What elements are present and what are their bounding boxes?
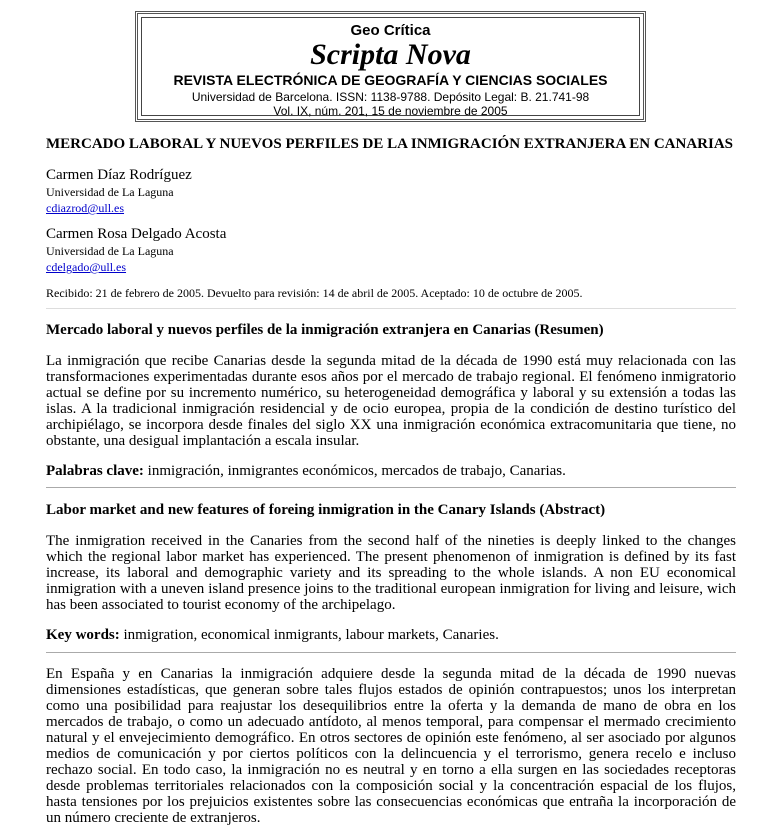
journal-title: Scripta Nova bbox=[310, 38, 471, 71]
resumen-heading: Mercado laboral y nuevos perfiles de la inmigración extranjera en Canarias (Resumen) bbox=[46, 322, 604, 338]
author-email-row bbox=[46, 199, 736, 217]
masthead-frame bbox=[141, 17, 640, 116]
divider bbox=[46, 487, 736, 488]
keywords-list: inmigration, economical inmigrants, labour markets, Canaries. bbox=[123, 627, 499, 643]
keywords-list: inmigración, inmigrantes económicos, mercados de trabajo, Canarias. bbox=[147, 463, 566, 479]
author-name: Carmen Díaz Rodríguez bbox=[46, 167, 192, 183]
divider bbox=[46, 652, 736, 653]
abstract-text: The inmigration received in the Canaries from the second half of the nineties is deeply linked to the changes which the regional labor market has experienced. The present phenomenon of inmigration is defined by its fast increase, its laboral and demographic variety and its spreading to the whole islands. A non EU economical inmigration with a uneven island presence joins to the traditional european inmigration for living and leisure, wich has been associated to tourist economy of the archipelago. bbox=[46, 533, 736, 613]
author-email-row bbox=[46, 258, 736, 276]
article-title: MERCADO LABORAL Y NUEVOS PERFILES DE LA INMIGRACIÓN EXTRANJERA EN CANARIAS bbox=[46, 136, 734, 152]
body-paragraph: En España y en Canarias la inmigración adquiere desde la segunda mitad de la década de 1990 nuevas dimensiones estadísticas, que generan sobre tales flujos estados de opinión contrapuestos; unos los interpretan como una posibilidad para reajustar los desequilibrios entre la oferta y la demanda de mano de obra en los mercados de trabajo, o como un adecuado antídoto, al menos temporal, para compensar el mermado crecimiento natural y el envejecimiento demográfico. En otros sectores de opinión este fenómeno, al ser asociado por algunos medios de comunicación y por ciertos políticos con la delincuencia y el terrorismo, genera recelo e incluso rechazo social. En todo caso, la inmigración no es neutral y en torno a ella surgen en las sociedades receptoras desde problemas territoriales relacionados con la composición social y la concentración espacial de los flujos, hasta tensiones por los prejuicios existentes sobre las consecuencias económicas que entraña la incorporación de un número creciente de extranjeros. bbox=[46, 666, 736, 826]
author-email-link[interactable]: cdelgado@ull.es bbox=[46, 260, 127, 274]
keywords-label: Key words: bbox=[46, 627, 120, 643]
author-name: Carmen Rosa Delgado Acosta bbox=[46, 226, 227, 242]
submission-dates: Recibido: 21 de febrero de 2005. Devuelto para revisión: 14 de abril de 2005. Aceptado: 10 de octubre de 2005. bbox=[46, 286, 583, 300]
abstract-heading: Labor market and new features of foreing inmigration in the Canary Islands (Abstract) bbox=[46, 502, 606, 518]
publisher-line: Universidad de Barcelona. ISSN: 1138-9788. Depósito Legal: B. 21.741-98 bbox=[191, 90, 590, 104]
keywords-label: Palabras clave: bbox=[46, 463, 144, 479]
author-affiliation: Universidad de La Laguna bbox=[46, 185, 174, 199]
resumen-text: La inmigración que recibe Canarias desde la segunda mitad de la década de 1990 está muy relacionada con las transformaciones experimentadas durante esos años por el mercado de trabajo regional. El fenómeno inmigratorio actual se define por su incremento numérico, su heterogeneidad demográfica y laboral y su extensión a todas las islas. A la tradicional inmigración residencial y de ocio europea, propia de la condición de destino turístico del archipiélago, se incorpora desde finales del siglo XX una inmigración económica extracomunitaria que tiene, no obstante, una desigual implantación a escala insular. bbox=[46, 353, 736, 449]
divider bbox=[46, 308, 736, 309]
abstract-keywords bbox=[46, 627, 736, 644]
journal-series: Geo Crítica bbox=[350, 22, 431, 39]
journal-masthead bbox=[135, 11, 646, 122]
issue-line: Vol. IX, núm. 201, 15 de noviembre de 2005 bbox=[273, 104, 508, 118]
resumen-keywords bbox=[46, 463, 736, 480]
author-email-link[interactable]: cdiazrod@ull.es bbox=[46, 201, 125, 215]
author-affiliation: Universidad de La Laguna bbox=[46, 244, 174, 258]
journal-subtitle: REVISTA ELECTRÓNICA DE GEOGRAFÍA Y CIENCIAS SOCIALES bbox=[173, 72, 608, 88]
